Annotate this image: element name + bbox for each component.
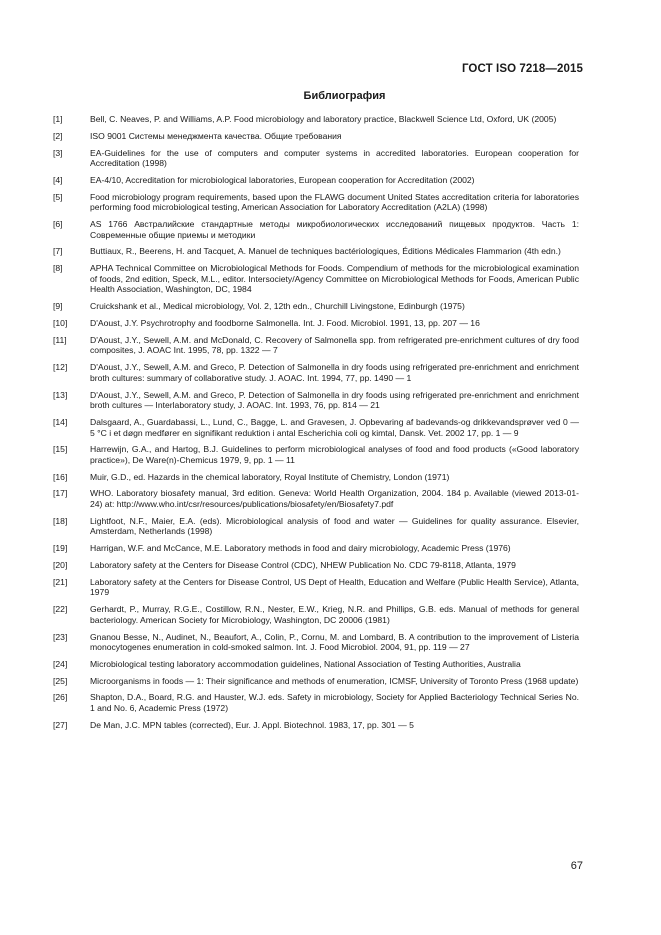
entry-text: Microorganisms in foods — 1: Their significance and methods of enumeration, ICMSF, University of Toronto Press (1968 update) [90,675,579,686]
entry-number: [15] [53,444,68,455]
entry-number: [8] [53,263,63,274]
entry-text: De Man, J.C. MPN tables (corrected), Eur. J. Appl. Biotechnol. 1983, 17, pp. 301 — 5 [90,719,414,730]
entry-text: Shapton, D.A., Board, R.G. and Hauster, W.J. eds. Safety in microbiology, Society for Applied Bacteriology Technical Series No. 1 and No. 6, Academic Press (1972) [90,692,579,714]
entry-text: Food microbiology program requirements, based upon the FLAWG document United States accreditation criteria for laboratories performing food microbiological testing, American Association for Laboratory Accreditation (A2LA) (1998) [90,191,579,213]
entry-number: [1] [53,114,63,124]
bibliography-entry [53,390,579,411]
entry-number: [3] [53,147,63,158]
entry-number: [6] [53,219,63,230]
bibliography-entry [53,632,579,653]
entry-number: [16] [53,471,68,482]
entry-text: Laboratory safety at the Centers for Disease Control, US Dept of Health, Education and Welfare (Public Health Service), Atlanta, 1979 [90,576,579,598]
bibliography-entry [53,472,579,483]
entry-number: [2] [53,130,63,141]
bibliography-entry [53,114,579,125]
entry-number: [4] [53,174,63,185]
entry-text: EA-4/10, Accreditation for microbiological laboratories, European cooperation for Accreditation (2002) [90,174,475,185]
entry-text: Gerhardt, P., Murray, R.G.E., Costillow, R.N., Nester, E.W., Krieg, N.R. and Phillips, G.B. eds. Manual of methods for general bacteriology. American Society for Microbiology, Washington, DC 20006 (1981) [90,604,579,625]
entry-text: Bell, C. Neaves, P. and Williams, A.P. Food microbiology and laboratory practice, Blackwell Science Ltd, Oxford, UK (2005) [90,114,557,124]
entry-text: D'Aoust, J.Y., Sewell, A.M. and Greco, P. Detection of Salmonella in dry foods using refrigerated pre-enrichment and enrichment broth cultures: summary of collaborative study. J. AOAC. Int. 1994, 77, pp. 1490 — 1 [90,362,579,383]
bibliography-entry [53,131,579,142]
entry-number: [5] [53,191,63,202]
entry-number: [27] [53,719,68,730]
bibliography-entry [53,301,579,312]
bibliography-entry [53,659,579,670]
entry-text: Microbiological testing laboratory accommodation guidelines, National Association of Testing Authorities, Australia [90,658,521,669]
entry-text: ISO 9001 Системы менеджмента качества. Общие требования [90,130,342,141]
standard-designation: ГОСТ ISO 7218—2015 [461,63,583,75]
entry-number: [12] [53,362,68,373]
bibliography-entry [53,560,579,571]
entry-number: [22] [53,604,68,615]
entry-text: Muir, G.D., ed. Hazards in the chemical laboratory, Royal Institute of Chemistry, London (1971) [90,471,450,482]
bibliography-entry [53,417,579,438]
entry-text: AS 1766 Австралийские стандартные методы микробиологических исследований пищевых продуктов. Часть 1: Современные общие приемы и методики [90,219,579,240]
bibliography-entry [53,219,579,240]
entry-number: [7] [53,246,63,257]
entry-number: [13] [53,389,68,400]
entry-text: Dalsgaard, A., Guardabassi, L., Lund, C., Bagge, L. and Gravesen, J. Opbevaring af badevands-og drikkevandsprøver ved 0 — 5 °C i et døgn medfører en signifikant reduktion i antal Escherichia coli og kimtal, Dansk. Vet. 2002 17, pp. 1 — 9 [90,416,579,438]
bibliography-entry [53,362,579,383]
bibliography-entry [53,148,579,169]
entry-number: [9] [53,301,63,312]
entry-number: [11] [53,334,67,345]
bibliography-entry [53,516,579,537]
bibliography-entry [53,543,579,554]
entry-number: [17] [53,488,68,499]
entry-number: [24] [53,658,68,669]
bibliography-entry [53,444,579,465]
bibliography-entry [53,720,579,731]
entry-number: [14] [53,416,68,427]
entry-text: Buttiaux, R., Beerens, H. and Tacquet, A. Manuel de techniques bactériologiques, Éditions Médicales Flammarion (4th edn.) [90,246,561,257]
bibliography-entry [53,604,579,625]
entry-text: WHO. Laboratory biosafety manual, 3rd edition. Geneva: World Health Organization, 2004. 184 p. Available (viewed 2013-01-24) at: http://www.who.int/csr/resources/publications/biosafety/en/Biosafety7.pdf [90,488,579,510]
entry-text: Laboratory safety at the Centers for Disease Control (CDC), NHEW Publication No. CDC 79-8118, Atlanta, 1979 [90,559,516,570]
entry-number: [18] [53,515,68,526]
bibliography-entry [53,318,579,329]
entry-text: D'Aoust, J.Y., Sewell, A.M. and McDonald, C. Recovery of Salmonella spp. from refrigerated pre-enrichment cultures of dry food composites, J. AOAC Int. 1995, 78, pp. 1322 — 7 [90,334,579,356]
bibliography-entry [53,246,579,257]
bibliography-entry [53,692,579,713]
bibliography-entry [53,676,579,687]
entry-number: [19] [53,543,68,554]
entry-number: [23] [53,631,68,642]
bibliography-entry [53,335,579,356]
entry-number: [21] [53,576,68,587]
entry-text: APHA Technical Committee on Microbiological Methods for Foods. Compendium of methods for the microbiological examination of foods, 2nd edition, Speck, M.L., editor. Intersociety/Agency Committee on Microbiological Methods for Foods, American Public Health Association, Washington, DC, 1984 [90,263,579,295]
entry-text: EA-Guidelines for the use of computers and computer systems in accredited laboratories. European cooperation for Accreditation (1998) [90,147,579,169]
entry-number: [26] [53,692,68,703]
entry-text: Harrigan, W.F. and McCance, M.E. Laboratory methods in food and dairy microbiology, Academic Press (1976) [90,543,511,554]
entry-text: Lightfoot, N.F., Maier, E.A. (eds). Microbiological analysis of food and water — Guidelines for quality assurance. Elsevier, Amsterdam, Netherlands (1998) [90,515,579,537]
entry-number: [20] [53,559,68,570]
bibliography-entry [53,192,579,213]
entry-text: Cruickshank et al., Medical microbiology, Vol. 2, 12th edn., Churchill Livingstone, Edinburgh (1975) [90,301,465,312]
bibliography-entry [53,263,579,295]
entry-number: [25] [53,675,68,686]
bibliography-entry [53,577,579,598]
page-title: Библиография [303,90,386,102]
entry-text: D'Aoust, J.Y. Psychrotrophy and foodborne Salmonella. Int. J. Food. Microbiol. 1991, 13, pp. 207 — 16 [90,318,480,328]
bibliography-entry [53,175,579,186]
entry-number: [10] [53,318,68,328]
entry-text: Harrewijn, G.A., and Hartog, B.J. Guidelines to perform microbiological analyses of food and food products («Good laboratory practice»), De Ware(n)-Chemicus 1979, 9, pp. 1 — 11 [90,444,579,465]
entry-text: Gnanou Besse, N., Audinet, N., Beaufort, A., Colin, P., Cornu, M. and Lombard, B. A contribution to the improvement of Listeria monocytogenes enumeration in cold-smoked salmon. Int. J. Food Microbiol. 2004, 91, pp. 119 — 27 [90,631,579,653]
bibliography-entry [53,488,579,509]
page-number: 67 [570,860,583,872]
entry-text: D'Aoust, J.Y., Sewell, A.M. and Greco, P. Detection of Salmonella in dry foods using refrigerated pre-enrichment and enrichment broth cultures — Interlaboratory study, J. AOAC. Int. 1993, 76, pp. 814 — 21 [90,389,579,411]
bibliography-list [53,114,579,737]
